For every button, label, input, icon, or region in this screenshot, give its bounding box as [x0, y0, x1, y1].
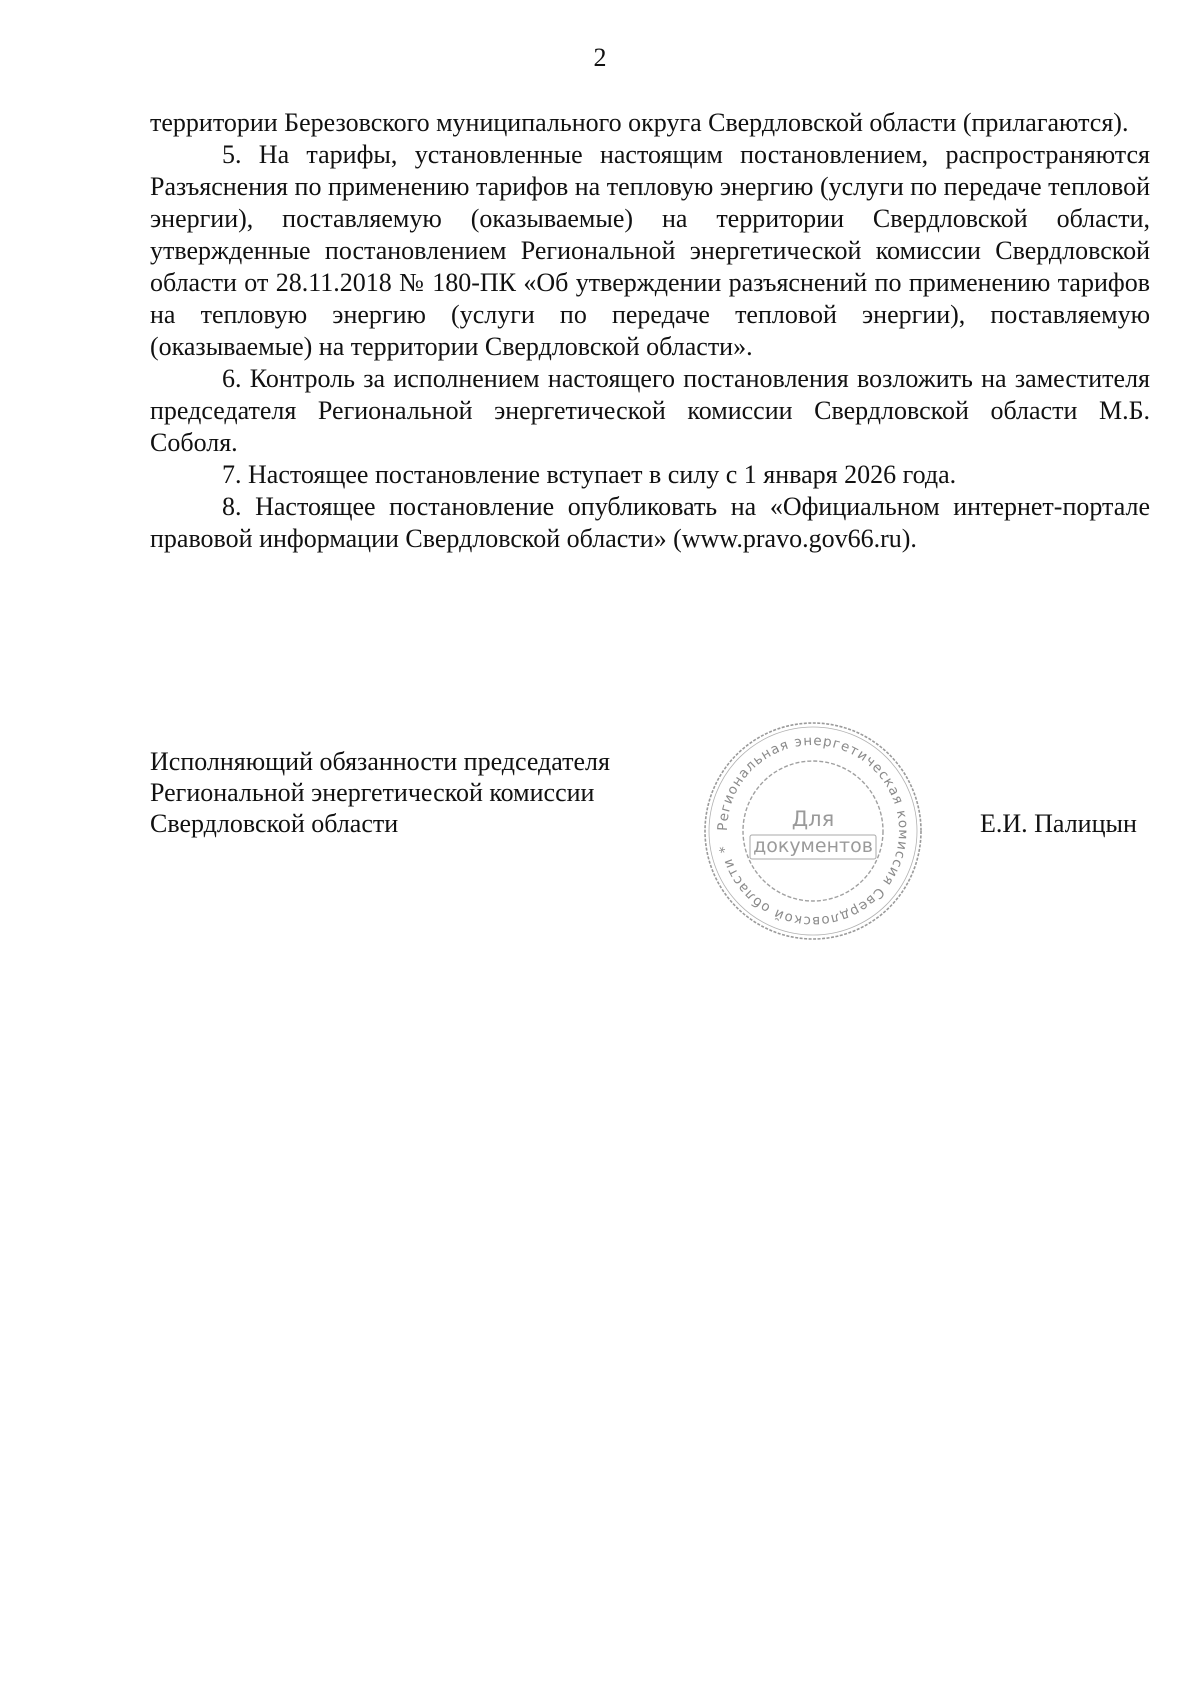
paragraph-item-6: 6. Контроль за исполнением настоящего постановления возложить на заместителя председателя Региональной энергетической комиссии Свердловской области М.Б. Соболя. [150, 364, 1150, 457]
page-number: 2 [593, 43, 607, 72]
stamp-ring-text: Региональная энергетическая комиссия Свердловской области * [714, 732, 912, 930]
signature-position [150, 746, 670, 839]
paragraph-item-7: 7. Настоящее постановление вступает в силу с 1 января 2026 года. [222, 460, 957, 489]
paragraph-item-8: 8. Настоящее постановление опубликовать на «Официальном интернет-портале правовой информации Свердловской области» (www.pravo.gov66.ru). [150, 492, 1150, 553]
signature-position-line: Свердловской области [150, 809, 399, 838]
paragraph-continuation: территории Березовского муниципального округа Свердловской области (прилагаются). [150, 108, 1129, 137]
stamp-center-text-line1: Для [791, 807, 835, 831]
paragraph-item-5: 5. На тарифы, установленные настоящим постановлением, распространяются Разъяснения по применению тарифов на тепловую энергию (услуги по передаче тепловой энергии), поставляемую (оказываемые) на территории Свердловской области, утвержденные постановлением Региональной энергетической комиссии Свердловской области от 28.11.2018 № 180-ПК «Об утверждении разъяснений по применению тарифов на тепловую энергию (услуги по передаче тепловой энергии), поставляемую (оказываемые) на территории Свердловской области». [150, 140, 1150, 361]
document-body [150, 107, 1150, 555]
official-stamp [700, 718, 926, 944]
stamp-center-text-line2: документов [753, 835, 873, 857]
signature-position-line: Исполняющий обязанности председателя [150, 747, 610, 776]
signer-name: Е.И. Палицын [980, 809, 1137, 838]
signature-position-line: Региональной энергетической комиссии [150, 778, 595, 807]
